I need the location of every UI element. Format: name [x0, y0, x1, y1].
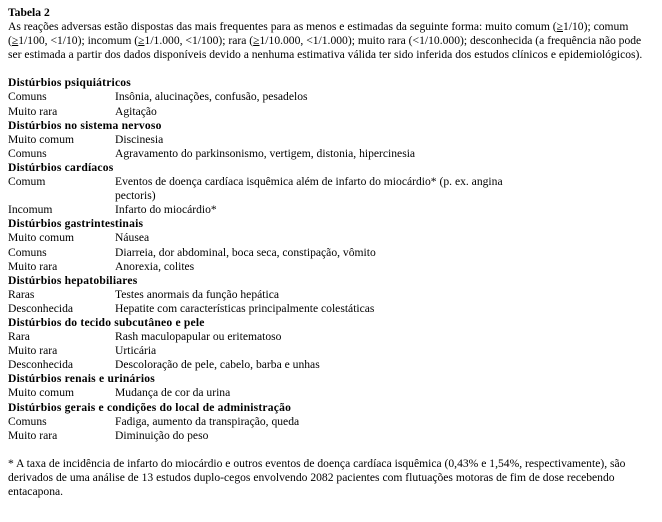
reaction-cell: Rash maculopapular ou eritematoso	[115, 330, 282, 344]
adverse-reactions-table	[8, 76, 654, 442]
frequency-cell: Muito comum	[8, 231, 75, 245]
intro-text-5: 1/10.000, <1/1.000); muito rara (<1/10.000); desconhecida (a frequência não pode ser estimada a partir dos dados disponíveis devido a nenhuma estimativa válida ter sido inferida dos estudos clínicos e epidemiológicos).	[8, 34, 643, 62]
section-heading: Distúrbios renais e urinários	[8, 372, 155, 386]
section-heading: Distúrbios psiquiátricos	[8, 76, 132, 90]
table-row	[8, 344, 654, 358]
frequency-cell: Muito rara	[8, 344, 58, 358]
reaction-cell: Anorexia, colites	[115, 259, 195, 273]
reaction-cell: Discinesia	[115, 132, 164, 146]
intro-text-4: 1/1.000, <1/100); rara (	[144, 34, 254, 48]
reaction-cell: Urticária	[115, 344, 157, 358]
section-heading: Distúrbios no sistema nervoso	[8, 118, 162, 132]
reaction-cell: Diminuição do peso	[115, 428, 209, 442]
frequency-cell: Muito rara	[8, 104, 58, 118]
reaction-cell: Insônia, alucinações, confusão, pesadelos	[115, 90, 308, 104]
footnote: * A taxa de incidência de infarto do miocárdio e outros eventos de doença cardíaca isquêmica (0,43% e 1,54%, respectivamente), são derivados de uma análise de 13 estudos duplo-cegos envolvendo 2082 pacientes com flutuações motoras de fim de dose recebendo entacapona.	[8, 456, 626, 498]
table-title: Tabela 2	[8, 6, 50, 19]
ge-symbol: ≥	[253, 34, 260, 48]
frequency-cell: Raras	[8, 287, 35, 301]
frequency-cell: Desconhecida	[8, 301, 74, 315]
table-row	[8, 288, 654, 302]
ge-symbol: ≥	[11, 34, 19, 48]
frequency-cell: Muito comum	[8, 386, 75, 400]
ge-symbol: ≥	[138, 34, 145, 48]
table-row	[8, 147, 654, 161]
frequency-cell: Muito rara	[8, 259, 58, 273]
frequency-cell: Comum	[8, 175, 46, 189]
reaction-cell: Testes anormais da função hepática	[115, 287, 280, 301]
reaction-cell: Agravamento do parkinsonismo, vertigem, distonia, hipercinesia	[115, 146, 416, 160]
table-row	[8, 260, 654, 274]
table-row	[8, 105, 654, 119]
intro-text-2: 1/10); comum (	[8, 20, 629, 48]
table-row	[8, 302, 654, 316]
section-heading: Distúrbios gastrintestinais	[8, 217, 144, 231]
reaction-cell: Infarto do miocárdio*	[115, 203, 217, 217]
section-heading: Distúrbios hepatobiliares	[8, 273, 138, 287]
frequency-cell: Incomum	[8, 203, 53, 217]
frequency-cell: Comuns	[8, 414, 47, 428]
ge-symbol: ≥	[556, 20, 563, 34]
reaction-cell: Mudança de cor da urina	[115, 386, 231, 400]
reaction-cell: Fadiga, aumento da transpiração, queda	[115, 414, 300, 428]
reaction-cell: Diarreia, dor abdominal, boca seca, constipação, vômito	[115, 245, 376, 259]
frequency-cell: Muito comum	[8, 132, 75, 146]
frequency-cell: Comuns	[8, 146, 47, 160]
table-row	[8, 246, 654, 260]
table-row	[8, 175, 654, 203]
frequency-cell: Comuns	[8, 90, 47, 104]
frequency-cell: Desconhecida	[8, 358, 74, 372]
frequency-cell: Comuns	[8, 245, 47, 259]
table-row	[8, 358, 654, 372]
section-heading: Distúrbios do tecido subcutâneo e pele	[8, 315, 205, 329]
table-row	[8, 231, 654, 245]
section-heading: Distúrbios gerais e condições do local de administração	[8, 400, 292, 414]
frequency-cell: Muito rara	[8, 428, 58, 442]
table-row	[8, 429, 654, 443]
reaction-cell: Náusea	[115, 231, 150, 245]
intro-text-1: As reações adversas estão dispostas das mais frequentes para as menos e estimadas da seguinte forma: muito comum (	[8, 20, 557, 34]
table-row	[8, 415, 654, 429]
section-heading: Distúrbios cardíacos	[8, 160, 114, 174]
reaction-cell: Agitação	[115, 104, 157, 118]
table-row	[8, 386, 654, 400]
reaction-cell: Hepatite com características principalmente colestáticas	[115, 301, 375, 315]
table-row	[8, 203, 654, 217]
intro-text-3: 1/100, <1/10); incomum (	[18, 34, 139, 48]
reaction-cell: Descoloração de pele, cabelo, barba e unhas	[115, 358, 320, 372]
reaction-cell: Eventos de doença cardíaca isquêmica além de infarto do miocárdio* (p. ex. angina pectoris)	[115, 175, 503, 203]
table-row	[8, 90, 654, 104]
frequency-cell: Rara	[8, 330, 30, 344]
table-row	[8, 133, 654, 147]
table-row	[8, 330, 654, 344]
intro-paragraph	[8, 20, 654, 62]
